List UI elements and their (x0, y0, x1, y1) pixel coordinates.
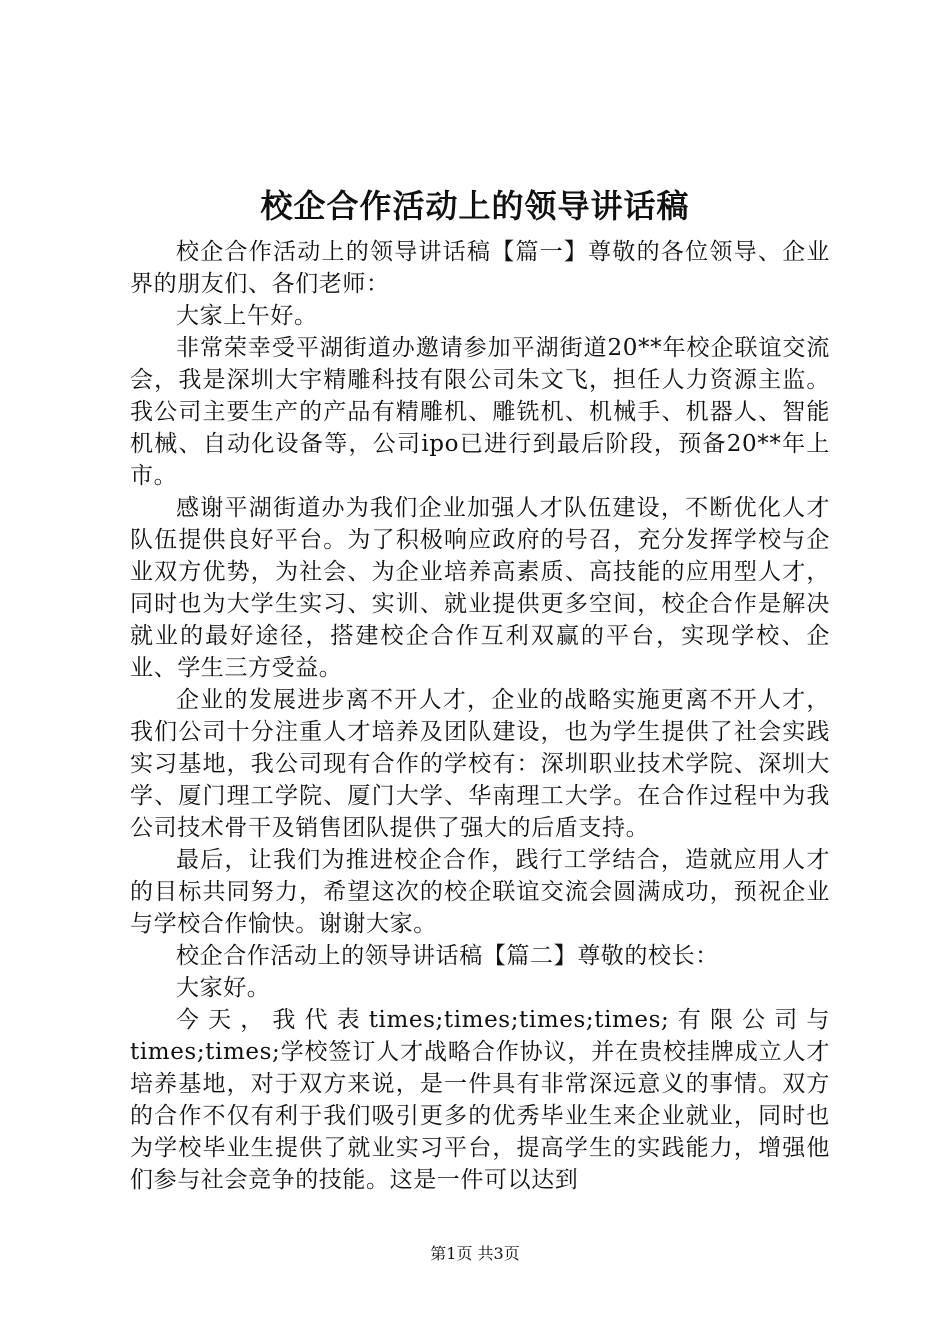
paragraph: 校企合作活动上的领导讲话稿【篇二】尊敬的校长： (176, 943, 719, 969)
document-body (130, 236, 830, 1196)
paragraph: 企业的发展进步离不开人才，企业的战略实施更离不开人才，我们公司十分注重人才培养及团队建设，也为学生提供了社会实践实习基地，我公司现有合作的学校有：深圳职业技术学院、深圳大学、厦门理工学院、厦门大学、华南理工大学。在合作过程中为我公司技术骨干及销售团队提供了强大的后盾支持。 (130, 687, 830, 841)
paragraph: 大家上午好。 (176, 303, 318, 329)
document-title: 校企合作活动上的领导讲话稿 (260, 187, 690, 225)
page-footer: 第1页 共3页 (430, 1244, 520, 1263)
paragraph: 今天，我代表times;times;times;times;有限公司与times;times;学校签订人才战略合作协议，并在贵校挂牌成立人才培养基地，对于双方来说，是一件具有非常深远意义的事情。双方的合作不仅有利于我们吸引更多的优秀毕业生来企业就业，同时也为学校毕业生提供了就业实习平台，提高学生的实践能力，增强他们参与社会竞争的技能。这是一件可以达到 (130, 1007, 830, 1193)
paragraph: 非常荣幸受平湖街道办邀请参加平湖街道20**年校企联谊交流会，我是深圳大宇精雕科技有限公司朱文飞，担任人力资源主监。我公司主要生产的产品有精雕机、雕铣机、机械手、机器人、智能机械、自动化设备等，公司ipo已进行到最后阶段，预备20**年上市。 (130, 335, 830, 489)
paragraph: 校企合作活动上的领导讲话稿【篇一】尊敬的各位领导、企业界的朋友们、各们老师： (130, 239, 830, 297)
paragraph: 大家好。 (176, 975, 271, 1001)
paragraph: 最后，让我们为推进校企合作，践行工学结合，造就应用人才的目标共同努力，希望这次的校企联谊交流会圆满成功，预祝企业与学校合作愉快。谢谢大家。 (130, 847, 830, 937)
paragraph: 感谢平湖街道办为我们企业加强人才队伍建设，不断优化人才队伍提供良好平台。为了积极响应政府的号召，充分发挥学校与企业双方优势，为社会、为企业培养高素质、高技能的应用型人才，同时也为大学生实习、实训、就业提供更多空间，校企合作是解决就业的最好途径，搭建校企合作互利双赢的平台，实现学校、企业、学生三方受益。 (130, 495, 830, 681)
